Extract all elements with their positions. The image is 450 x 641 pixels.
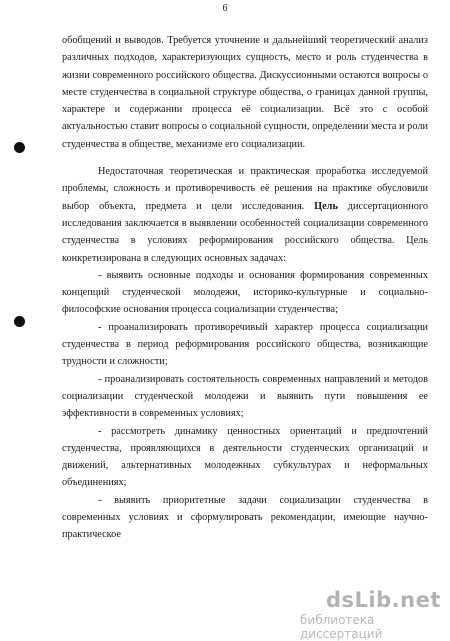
goal-text-end: диссертационного исследования заключается в выявлении особенностей социализации современного студенчества в условиях реформирования российского общества. Цель конкретизирована в следующих основных задачах: xyxy=(62,200,428,264)
binder-hole-top xyxy=(14,142,25,153)
task-item: - проанализировать противоречивый характер процесса социализации студенчества в период реформирования российского общества, возникающие трудности и сложности; xyxy=(62,321,428,368)
task-item: - выявить основные подходы и основания формирования современных концепций студенческой молодежи, историко-культурные и социально-философские основания процесса социализации студенчества; xyxy=(62,269,428,316)
watermark-subtitle: библиотека диссертаций xyxy=(300,613,383,641)
binder-hole-bottom xyxy=(14,316,25,327)
watermark-logo: dsLib.net xyxy=(326,588,441,612)
document-body xyxy=(62,32,428,544)
task-item: - рассмотреть динамику ценностных ориентаций и предпочтений студенчества, проявляющихся в деятельности студенческих организаций и движений, альтернативных молодежных субкультурах и неформальных объединениях; xyxy=(62,425,428,489)
paragraph-intro: обобщений и выводов. Требуется уточнение и дальнейший теоретический анализ различных подходов, характеризующих сущность, место и роль студенчества в жизни современного российского общества. Дискуссионными остаются вопросы о месте студенчества в социальной структуре общества, о границах данной группы, характере и содержании процесса её социализации. Всё это с особой актуальностью ставит вопросы о социальной сущности, определении места и роли студенчества в обществе, механизме его социализации. xyxy=(62,35,428,150)
goal-text-start: Недостаточная теоретическая и практическая проработка исследуемой проблемы, сложность и противоречивость её решения на практике обусловили выбор объекта, предмета и цели исследования. xyxy=(62,166,428,212)
task-item: - проанализировать состоятельность современных направлений и методов социализации студенческой молодежи и выявить пути повышения ее эффективности в современных условиях; xyxy=(62,373,428,420)
task-item: - выявить приоритетные задачи социализации студенчества в современных условиях и сформулировать рекомендации, имеющие научно-практическое xyxy=(62,494,428,541)
goal-bold-word: Цель xyxy=(314,200,338,212)
page-number: 6 xyxy=(222,3,228,14)
paragraph-goal xyxy=(62,163,428,267)
